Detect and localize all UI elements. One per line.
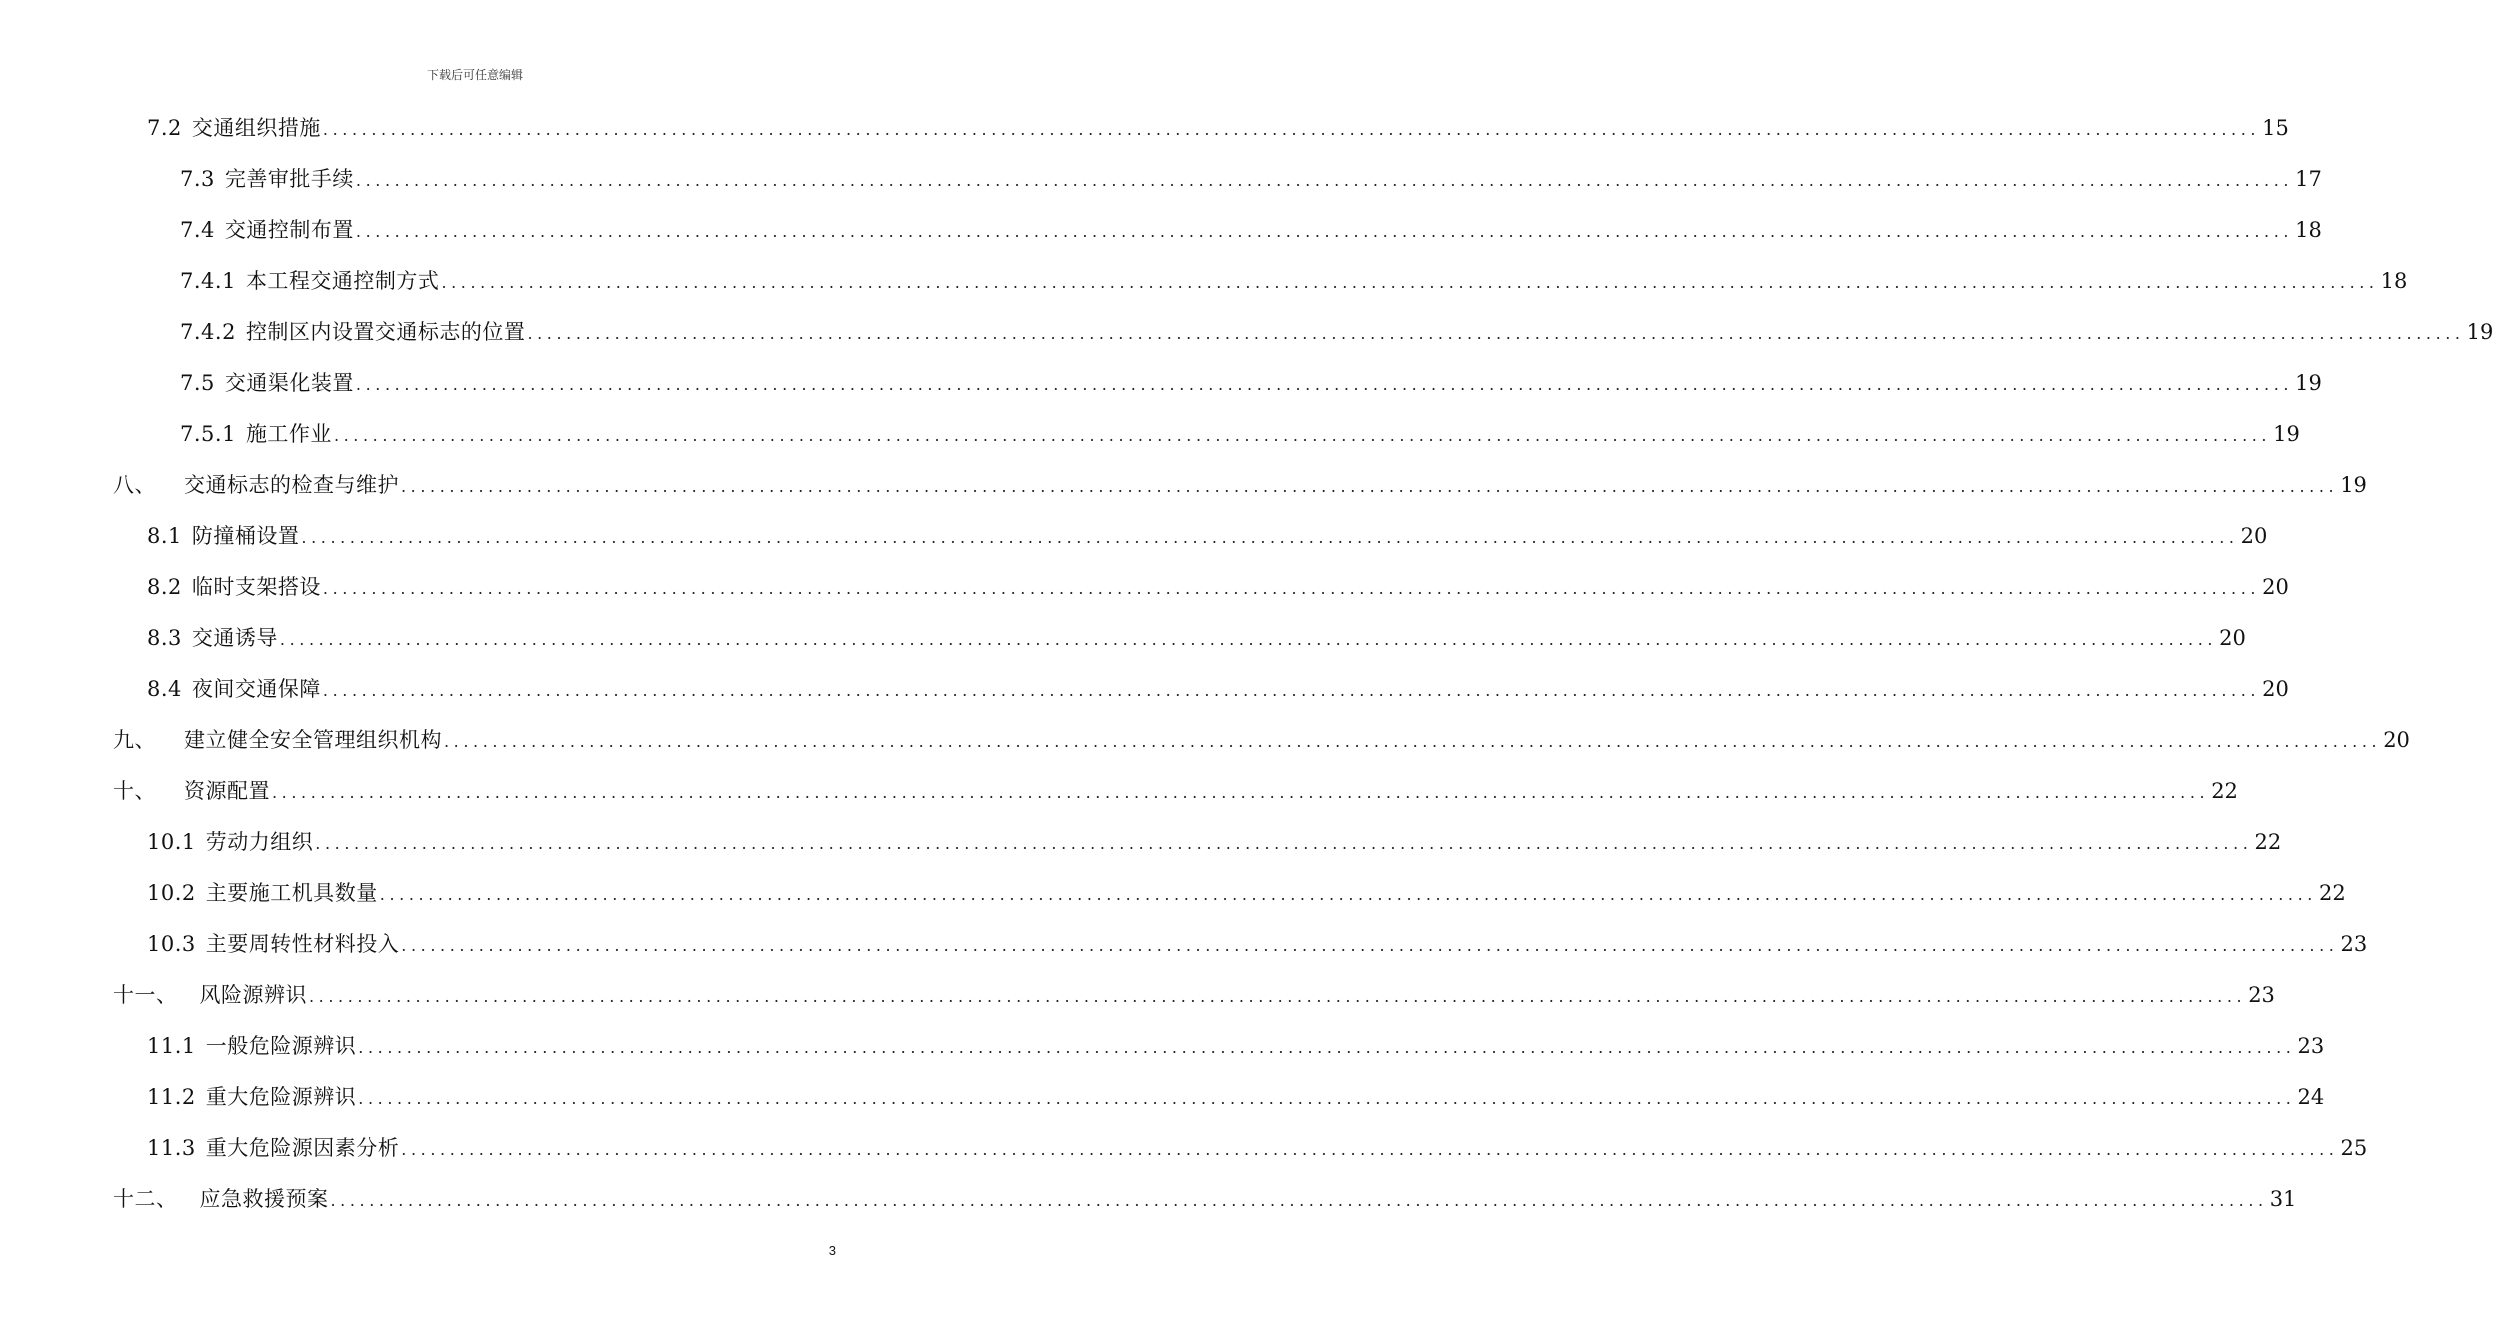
toc-leader-dots: ........................................................................................................................................................................................................ bbox=[322, 681, 2261, 700]
toc-entry-number: 10.1 bbox=[147, 830, 196, 854]
toc-entry-page: 23 bbox=[2297, 1034, 2325, 1058]
toc-entry-number: 10.3 bbox=[147, 932, 196, 956]
toc-entry[interactable] bbox=[180, 368, 2322, 398]
toc-entry-title: 重大危险源辨识 bbox=[205, 1085, 357, 1109]
toc-entry-page: 23 bbox=[2248, 983, 2275, 1007]
toc-entry-title: 完善审批手续 bbox=[224, 167, 354, 191]
toc-entry-title: 主要周转性材料投入 bbox=[205, 932, 400, 956]
toc-entry-number: 11.2 bbox=[147, 1085, 196, 1109]
toc-entry[interactable] bbox=[113, 1184, 2297, 1214]
toc-entry[interactable] bbox=[147, 623, 2246, 653]
toc-entry[interactable] bbox=[147, 1133, 2368, 1163]
toc-entry-label bbox=[147, 827, 313, 857]
toc-entry-page: 19 bbox=[2340, 473, 2367, 497]
toc-entry-page: 15 bbox=[2262, 116, 2289, 140]
toc-entry-number: 8.2 bbox=[147, 575, 182, 599]
toc-entry[interactable] bbox=[180, 164, 2322, 194]
toc-entry-page: 18 bbox=[2380, 269, 2408, 293]
toc-entry-number: 7.4.2 bbox=[180, 320, 236, 344]
toc-leader-dots: ........................................................................................................................................................................................................ bbox=[401, 1140, 2339, 1159]
toc-entry-title: 资源配置 bbox=[184, 779, 270, 803]
toc-entry-number: 11.1 bbox=[147, 1034, 196, 1058]
toc-entry-page: 20 bbox=[2262, 677, 2289, 701]
toc-entry-number: 7.4 bbox=[180, 218, 215, 242]
toc-entry-number: 九、 bbox=[113, 728, 156, 752]
toc-entry-label bbox=[147, 878, 378, 908]
toc-entry[interactable] bbox=[113, 980, 2275, 1010]
toc-entry-page: 25 bbox=[2340, 1136, 2368, 1160]
toc-entry-label bbox=[113, 1184, 329, 1214]
toc-entry-label bbox=[147, 1133, 399, 1163]
toc-entry[interactable] bbox=[147, 674, 2289, 704]
toc-entry[interactable] bbox=[180, 419, 2300, 449]
toc-entry-number: 十一、 bbox=[113, 983, 178, 1007]
toc-entry-label bbox=[180, 317, 525, 347]
toc-entry-page: 19 bbox=[2295, 371, 2322, 395]
toc-entry-label bbox=[113, 776, 270, 806]
toc-leader-dots: ........................................................................................................................................................................................................ bbox=[401, 936, 2339, 955]
page-number: 3 bbox=[828, 1243, 836, 1258]
toc-entry-number: 7.2 bbox=[147, 116, 182, 140]
toc-entry-page: 18 bbox=[2295, 218, 2322, 242]
toc-entry-title: 交通组织措施 bbox=[191, 116, 321, 140]
toc-entry[interactable] bbox=[113, 470, 2367, 500]
toc-leader-dots: ........................................................................................................................................................................................................ bbox=[355, 171, 2294, 190]
toc-entry-page: 20 bbox=[2240, 524, 2268, 548]
toc-leader-dots: ........................................................................................................................................................................................................ bbox=[355, 222, 2294, 241]
toc-entry-label bbox=[147, 674, 321, 704]
toc-entry-number: 10.2 bbox=[147, 881, 196, 905]
toc-entry-label bbox=[180, 368, 354, 398]
toc-entry[interactable] bbox=[147, 1031, 2325, 1061]
toc-leader-dots: ........................................................................................................................................................................................................ bbox=[358, 1038, 2296, 1057]
toc-entry[interactable] bbox=[113, 776, 2238, 806]
toc-leader-dots: ........................................................................................................................................................................................................ bbox=[401, 477, 2339, 496]
toc-leader-dots: ........................................................................................................................................................................................................ bbox=[279, 630, 2218, 649]
toc-entry-label bbox=[113, 470, 399, 500]
toc-entry-number: 十二、 bbox=[113, 1187, 178, 1211]
toc-entry-title: 应急救援预案 bbox=[199, 1187, 329, 1211]
toc-entry-label bbox=[113, 725, 442, 755]
toc-entry-number: 7.4.1 bbox=[180, 269, 236, 293]
toc-entry-label bbox=[180, 215, 354, 245]
toc-entry-title: 建立健全安全管理组织机构 bbox=[184, 728, 442, 752]
toc-entry-label bbox=[147, 113, 321, 143]
toc-entry-title: 夜间交通保障 bbox=[191, 677, 321, 701]
page-header: 下载后可任意编辑 bbox=[426, 68, 523, 82]
toc-entry[interactable] bbox=[147, 1082, 2325, 1112]
toc-entry-label bbox=[147, 929, 399, 959]
toc-entry[interactable] bbox=[147, 572, 2289, 602]
toc-entry-page: 22 bbox=[2318, 881, 2346, 905]
toc-entry-number: 十、 bbox=[113, 779, 156, 803]
toc-entry-label bbox=[180, 419, 332, 449]
toc-entry[interactable] bbox=[180, 266, 2408, 296]
toc-entry-label bbox=[180, 266, 439, 296]
toc-entry-title: 交通标志的检查与维护 bbox=[184, 473, 399, 497]
toc-leader-dots: ........................................................................................................................................................................................................ bbox=[322, 579, 2261, 598]
toc-entry-number: 7.5 bbox=[180, 371, 215, 395]
toc-entry-page: 20 bbox=[2262, 575, 2289, 599]
toc-entry[interactable] bbox=[147, 929, 2368, 959]
toc-entry-title: 一般危险源辨识 bbox=[205, 1034, 357, 1058]
toc-entry-page: 22 bbox=[2254, 830, 2282, 854]
toc-entry-page: 23 bbox=[2340, 932, 2368, 956]
toc-leader-dots: ........................................................................................................................................................................................................ bbox=[379, 885, 2317, 904]
toc-leader-dots: ........................................................................................................................................................................................................ bbox=[309, 987, 2247, 1006]
toc-entry-page: 17 bbox=[2295, 167, 2322, 191]
toc-entry[interactable] bbox=[147, 521, 2268, 551]
toc-entry-title: 防撞桶设置 bbox=[191, 524, 300, 548]
toc-entry-label bbox=[147, 521, 299, 551]
toc-entry-number: 11.3 bbox=[147, 1136, 196, 1160]
toc-entry-page: 31 bbox=[2269, 1187, 2297, 1211]
toc-entry-title: 交通诱导 bbox=[191, 626, 278, 650]
toc-entry-title: 控制区内设置交通标志的位置 bbox=[245, 320, 526, 344]
toc-entry-title: 劳动力组织 bbox=[205, 830, 314, 854]
toc-entry-title: 施工作业 bbox=[245, 422, 332, 446]
toc-entry-number: 8.4 bbox=[147, 677, 182, 701]
toc-leader-dots: ........................................................................................................................................................................................................ bbox=[444, 732, 2382, 751]
toc-entry-title: 临时支架搭设 bbox=[191, 575, 321, 599]
toc-entry-title: 重大危险源因素分析 bbox=[205, 1136, 400, 1160]
toc-entry-number: 8.1 bbox=[147, 524, 182, 548]
toc-leader-dots: ........................................................................................................................................................................................................ bbox=[355, 375, 2294, 394]
toc-entry-page: 22 bbox=[2211, 779, 2238, 803]
toc-entry-title: 本工程交通控制方式 bbox=[245, 269, 440, 293]
toc-entry[interactable] bbox=[113, 725, 2410, 755]
toc-entry-label bbox=[180, 164, 354, 194]
toc-entry-label bbox=[147, 623, 278, 653]
toc-leader-dots: ........................................................................................................................................................................................................ bbox=[333, 426, 2272, 445]
toc-leader-dots: ........................................................................................................................................................................................................ bbox=[441, 273, 2379, 292]
toc-entry-page: 20 bbox=[2219, 626, 2246, 650]
toc-entry-title: 风险源辨识 bbox=[199, 983, 307, 1007]
toc-entry-number: 八、 bbox=[113, 473, 156, 497]
toc-entry-title: 交通渠化装置 bbox=[224, 371, 354, 395]
toc-entry-page: 24 bbox=[2297, 1085, 2325, 1109]
toc-leader-dots: ........................................................................................................................................................................................................ bbox=[358, 1089, 2296, 1108]
toc-entry-number: 8.3 bbox=[147, 626, 182, 650]
toc-entry-page: 19 bbox=[2466, 320, 2493, 344]
toc-leader-dots: ........................................................................................................................................................................................................ bbox=[315, 834, 2253, 853]
toc-entry[interactable] bbox=[147, 113, 2289, 143]
toc-entry-title: 交通控制布置 bbox=[224, 218, 354, 242]
toc-leader-dots: ........................................................................................................................................................................................................ bbox=[322, 120, 2261, 139]
toc-entry[interactable] bbox=[180, 215, 2322, 245]
toc-entry-page: 19 bbox=[2273, 422, 2300, 446]
toc-entry-page: 20 bbox=[2383, 728, 2410, 752]
toc-entry-label bbox=[113, 980, 307, 1010]
toc-entry[interactable] bbox=[180, 317, 2493, 347]
toc-leader-dots: ........................................................................................................................................................................................................ bbox=[330, 1191, 2268, 1210]
toc-entry-title: 主要施工机具数量 bbox=[205, 881, 378, 905]
toc-entry-label bbox=[147, 1031, 356, 1061]
toc-entry-number: 7.5.1 bbox=[180, 422, 236, 446]
toc-entry-label bbox=[147, 572, 321, 602]
toc-leader-dots: ........................................................................................................................................................................................................ bbox=[301, 528, 2239, 547]
toc-entry-label bbox=[147, 1082, 356, 1112]
toc-entry[interactable] bbox=[147, 827, 2282, 857]
toc-leader-dots: ........................................................................................................................................................................................................ bbox=[272, 783, 2210, 802]
toc-entry[interactable] bbox=[147, 878, 2346, 908]
toc-entry-number: 7.3 bbox=[180, 167, 215, 191]
toc-leader-dots: ........................................................................................................................................................................................................ bbox=[527, 324, 2465, 343]
